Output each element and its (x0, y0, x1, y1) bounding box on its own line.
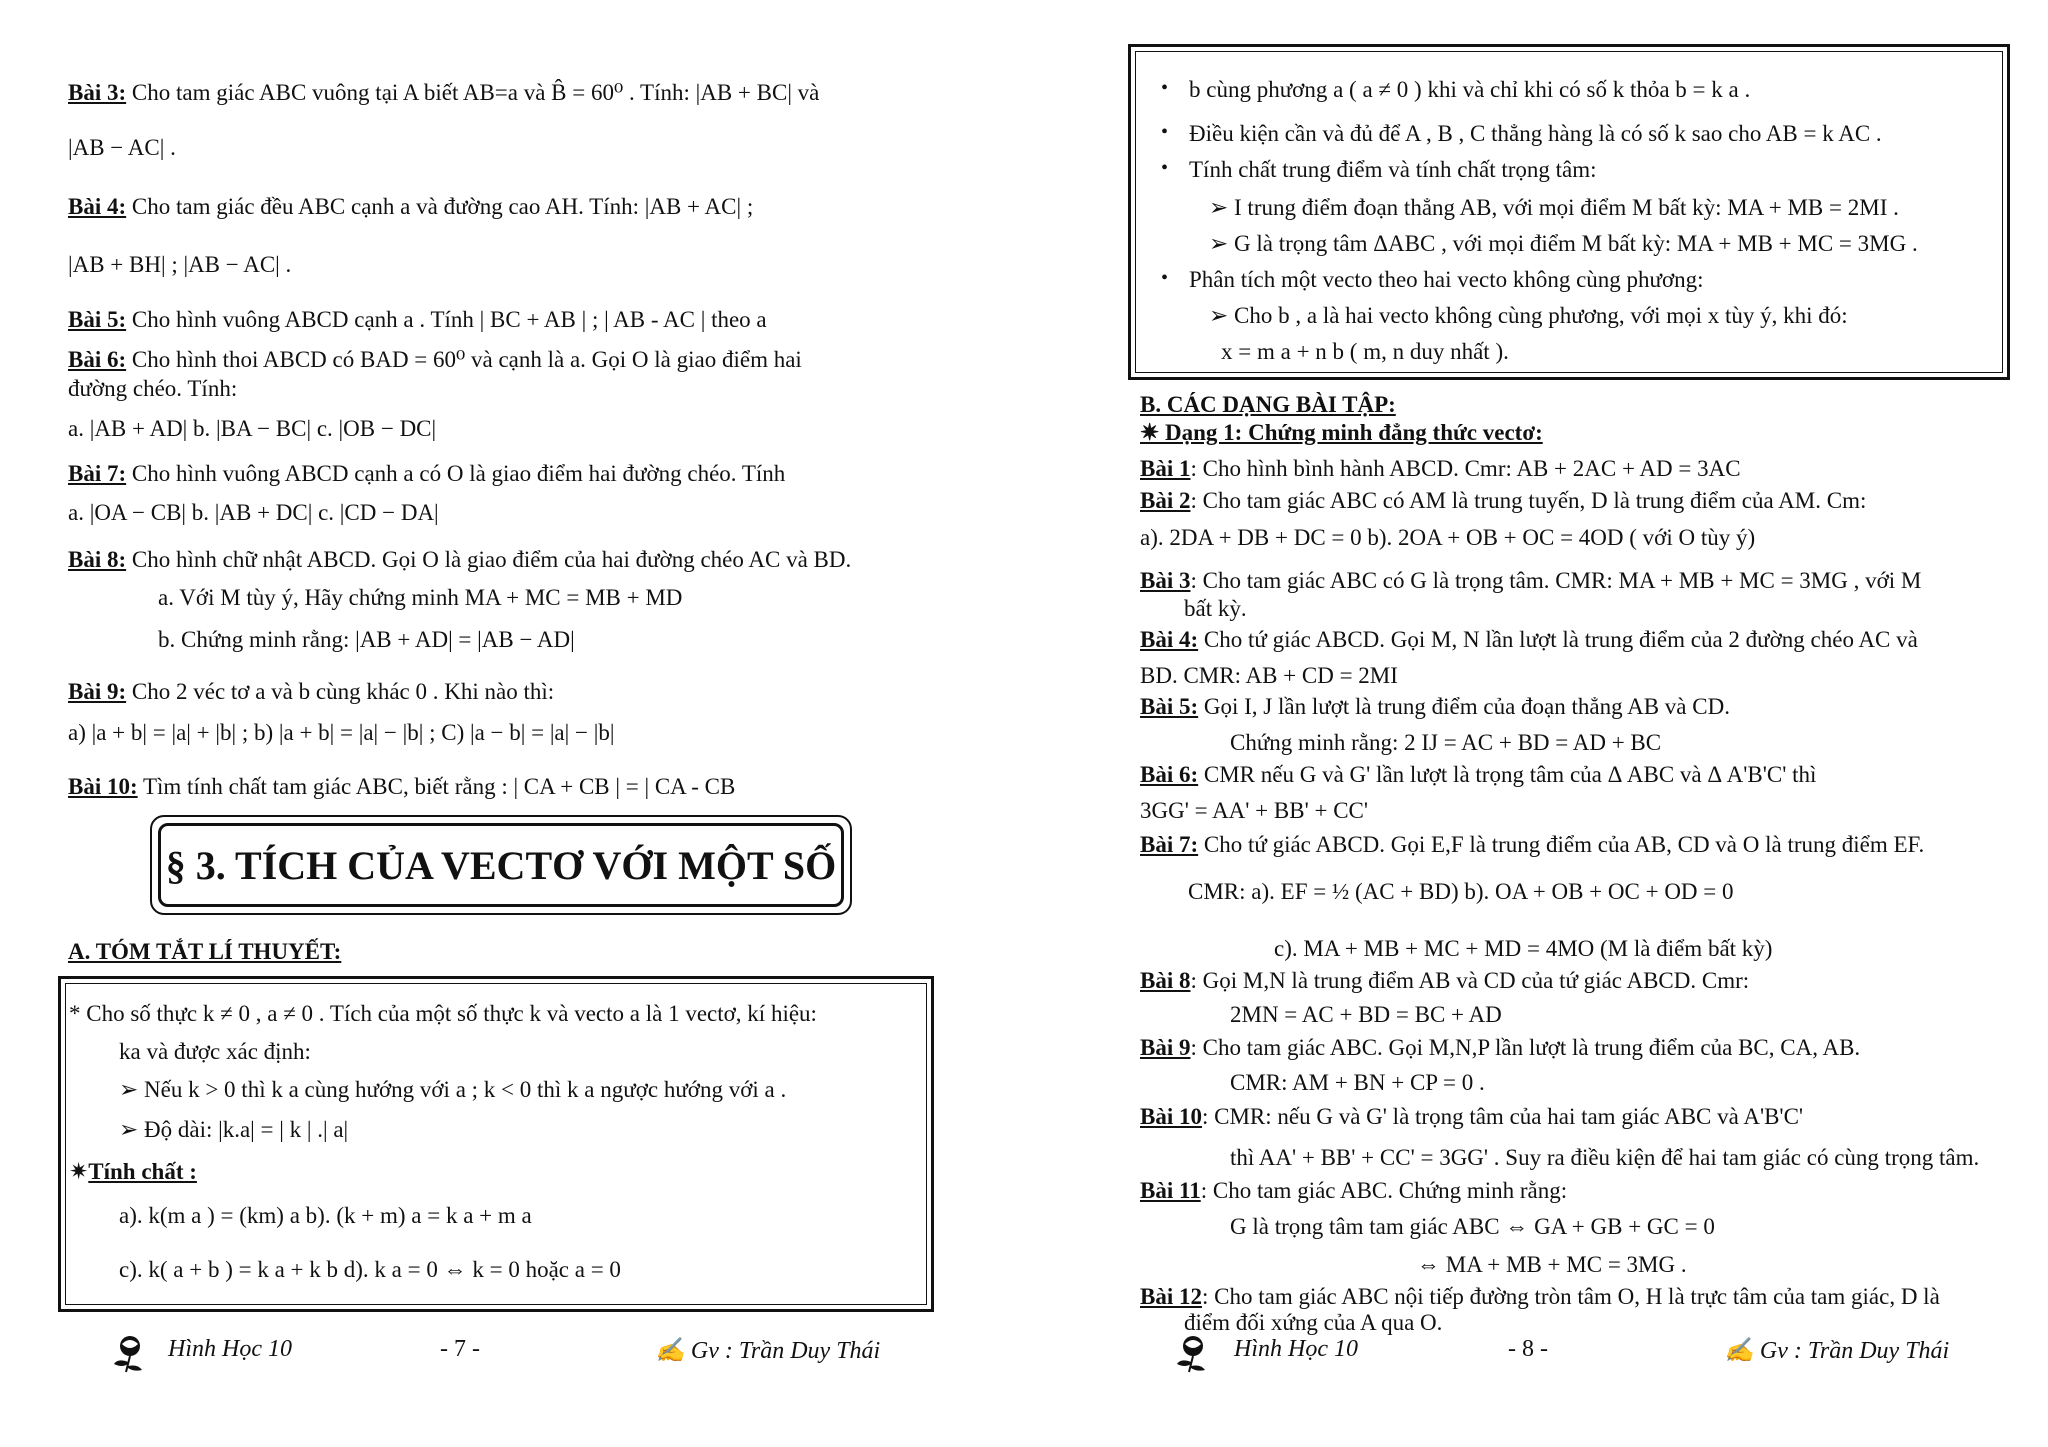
exercise-5: Bài 5: Cho hình vuông ABCD cạnh a . Tính | BC + AB | ; | AB - AC | theo a (68, 307, 767, 332)
r-exercise-11-a: G là trọng tâm tam giác ABC ⇔ GA + GB + GC = 0 (1230, 1214, 1715, 1239)
rose-icon (108, 1328, 154, 1374)
r-exercise-7-ab: CMR: a). EF = ½ (AC + BD) b). OA + OB + OC + OD = 0 (1188, 879, 1734, 904)
prop-line-3: Tính chất trung điểm và tính chất trọng tâm: (1189, 157, 1597, 182)
r-exercise-7-c: c). MA + MB + MC + MD = 4MO (M là điểm bất kỳ) (1274, 936, 1773, 961)
r-exercise-4: Bài 4: Cho tứ giác ABCD. Gọi M, N lần lượt là trung điểm của 2 đường chéo AC và (1140, 627, 1918, 652)
exercise-10: Bài 10: Tìm tính chất tam giác ABC, biết rằng : | CA + CB | = | CA - CB (68, 774, 736, 799)
properties-box (1128, 44, 2010, 380)
footer-book: Hình Học 10 (1234, 1336, 1358, 1362)
type-1-heading: ✷ Dạng 1: Chứng minh đẳng thức vectơ: (1140, 420, 1543, 445)
r-exercise-12: Bài 12: Cho tam giác ABC nội tiếp đường tròn tâm O, H là trực tâm của tam giác, D là (1140, 1284, 1940, 1309)
exercise-8b: b. Chứng minh rằng: |AB + AD| = |AB − AD| (158, 627, 575, 652)
footer-page: - 7 - (440, 1336, 480, 1362)
theory-properties: ✷Tính chất : (69, 1159, 197, 1184)
r-exercise-2: Bài 2: Cho tam giác ABC có AM là trung tuyến, D là trung điểm của AM. Cm: (1140, 488, 1867, 513)
prop-line-7: ➢ Cho b , a là hai vecto không cùng phương, với mọi x tùy ý, khi đó: (1209, 303, 1848, 328)
asterisk-icon: ✷ (69, 1159, 89, 1184)
footer-page: - 8 - (1508, 1336, 1548, 1362)
exercise-4-cont: |AB + BH| ; |AB − AC| . (68, 252, 292, 277)
theory-line-7: c). k( a + b ) = k a + k b d). k a = 0 ⇔ k = 0 hoặc a = 0 (119, 1257, 621, 1282)
exercise-9-parts: a) |a + b| = |a| + |b| ; b) |a + b| = |a| − |b| ; C) |a − b| = |a| − |b| (68, 720, 615, 745)
section-title: § 3. TÍCH CỦA VECTƠ VỚI MỘT SỐ (158, 823, 844, 907)
bullet-icon: • (1161, 267, 1169, 289)
r-exercise-1: Bài 1: Cho hình bình hành ABCD. Cmr: AB + 2AC + AD = 3AC (1140, 456, 1741, 481)
r-exercise-9: Bài 9: Cho tam giác ABC. Gọi M,N,P lần lượt là trung điểm của BC, CA, AB. (1140, 1035, 1861, 1060)
r-exercise-9-cont: CMR: AM + BN + CP = 0 . (1230, 1070, 1485, 1095)
r-exercise-11: Bài 11: Cho tam giác ABC. Chứng minh rằng: (1140, 1178, 1568, 1203)
right-page (1024, 0, 2048, 1447)
r-exercise-3-cont: bất kỳ. (1184, 596, 1247, 621)
r-exercise-5-cont: Chứng minh rằng: 2 IJ = AC + BD = AD + BC (1230, 730, 1662, 755)
bullet-icon: • (1161, 121, 1169, 143)
prop-line-2: Điều kiện cần và đủ để A , B , C thẳng hàng là có số k sao cho AB = k AC . (1189, 121, 1882, 146)
rose-icon (1171, 1328, 1217, 1374)
footer-author: ✍ Gv : Trần Duy Thái (1724, 1338, 1950, 1364)
theory-line-4: ➢ Độ dài: |k.a| = | k | .| a| (119, 1117, 349, 1142)
exercise-8: Bài 8: Cho hình chữ nhật ABCD. Gọi O là giao điểm của hai đường chéo AC và BD. (68, 547, 852, 572)
theory-line-3: ➢ Nếu k > 0 thì k a cùng hướng với a ; k < 0 thì k a ngược hướng với a . (119, 1077, 787, 1102)
prop-line-8: x = m a + n b ( m, n duy nhất ). (1221, 339, 1509, 364)
prop-line-4: ➢ I trung điểm đoạn thẳng AB, với mọi điểm M bất kỳ: MA + MB = 2MI . (1209, 195, 1899, 220)
r-exercise-10-cont: thì AA' + BB' + CC' = 3GG' . Suy ra điều kiện để hai tam giác có cùng trọng tâm. (1230, 1145, 1980, 1170)
theory-line-1: * Cho số thực k ≠ 0 , a ≠ 0 . Tích của một số thực k và vecto a là 1 vectơ, kí hiệu: (69, 1001, 817, 1026)
bullet-icon: • (1161, 157, 1169, 179)
exercise-6-parts: a. |AB + AD| b. |BA − BC| c. |OB − DC| (68, 416, 437, 441)
r-exercise-8-cont: 2MN = AC + BD = BC + AD (1230, 1002, 1502, 1027)
r-exercise-5: Bài 5: Gọi I, J lần lượt là trung điểm của đoạn thẳng AB và CD. (1140, 694, 1730, 719)
exercise-6-cont: đường chéo. Tính: (68, 376, 238, 401)
exercise-7: Bài 7: Cho hình vuông ABCD cạnh a có O là giao điểm hai đường chéo. Tính (68, 461, 786, 486)
theory-line-2: ka và được xác định: (119, 1039, 311, 1064)
exercise-3-cont: |AB − AC| . (68, 135, 176, 160)
r-exercise-2-parts: a). 2DA + DB + DC = 0 b). 2OA + OB + OC = 4OD ( với O tùy ý) (1140, 525, 1756, 550)
exercise-3: Bài 3: Cho tam giác ABC vuông tại A biết AB=a và B̂ = 60⁰ . Tính: |AB + BC| và (68, 80, 820, 105)
r-exercise-4-cont: BD. CMR: AB + CD = 2MI (1140, 663, 1398, 688)
prop-line-5: ➢ G là trọng tâm ΔABC , với mọi điểm M bất kỳ: MA + MB + MC = 3MG . (1209, 231, 1918, 256)
exercise-7-parts: a. |OA − CB| b. |AB + DC| c. |CD − DA| (68, 500, 439, 525)
bullet-icon: • (1161, 77, 1169, 99)
prop-line-1: b cùng phương a ( a ≠ 0 ) khi và chỉ khi có số k thỏa b = k a . (1189, 77, 1751, 102)
r-exercise-12-cont: điểm đối xứng của A qua O. (1184, 1310, 1443, 1335)
section-title-frame (150, 815, 852, 915)
exercise-6: Bài 6: Cho hình thoi ABCD có BAD = 60⁰ và cạnh là a. Gọi O là giao điểm hai (68, 347, 802, 372)
footer-author: ✍ Gv : Trần Duy Thái (655, 1338, 881, 1364)
r-exercise-7: Bài 7: Cho tứ giác ABCD. Gọi E,F là trung điểm của AB, CD và O là trung điểm EF. (1140, 832, 1925, 857)
r-exercise-6: Bài 6: CMR nếu G và G' lần lượt là trọng tâm của Δ ABC và Δ A'B'C' thì (1140, 762, 1817, 787)
exercise-4: Bài 4: Cho tam giác đều ABC cạnh a và đường cao AH. Tính: |AB + AC| ; (68, 194, 754, 219)
theory-line-6: a). k(m a ) = (km) a b). (k + m) a = k a + m a (119, 1203, 532, 1228)
footer-book: Hình Học 10 (168, 1336, 292, 1362)
exercise-8a: a. Với M tùy ý, Hãy chứng minh MA + MC = MB + MD (158, 585, 683, 610)
exercise-9: Bài 9: Cho 2 véc tơ a và b cùng khác 0 . Khi nào thì: (68, 679, 555, 704)
r-exercise-3: Bài 3: Cho tam giác ABC có G là trọng tâm. CMR: MA + MB + MC = 3MG , với M (1140, 568, 1922, 593)
r-exercise-10: Bài 10: CMR: nếu G và G' là trọng tâm của hai tam giác ABC và A'B'C' (1140, 1104, 1804, 1129)
prop-line-6: Phân tích một vecto theo hai vecto không cùng phương: (1189, 267, 1704, 292)
r-exercise-11-b: ⇔ MA + MB + MC = 3MG . (1417, 1252, 1687, 1277)
theory-box (58, 976, 934, 1312)
section-b-heading: B. CÁC DẠNG BÀI TẬP: (1140, 392, 1396, 417)
r-exercise-6-cont: 3GG' = AA' + BB' + CC' (1140, 798, 1369, 823)
summary-heading: A. TÓM TẮT LÍ THUYẾT: (68, 939, 342, 964)
r-exercise-8: Bài 8: Gọi M,N là trung điểm AB và CD của tứ giác ABCD. Cmr: (1140, 968, 1750, 993)
